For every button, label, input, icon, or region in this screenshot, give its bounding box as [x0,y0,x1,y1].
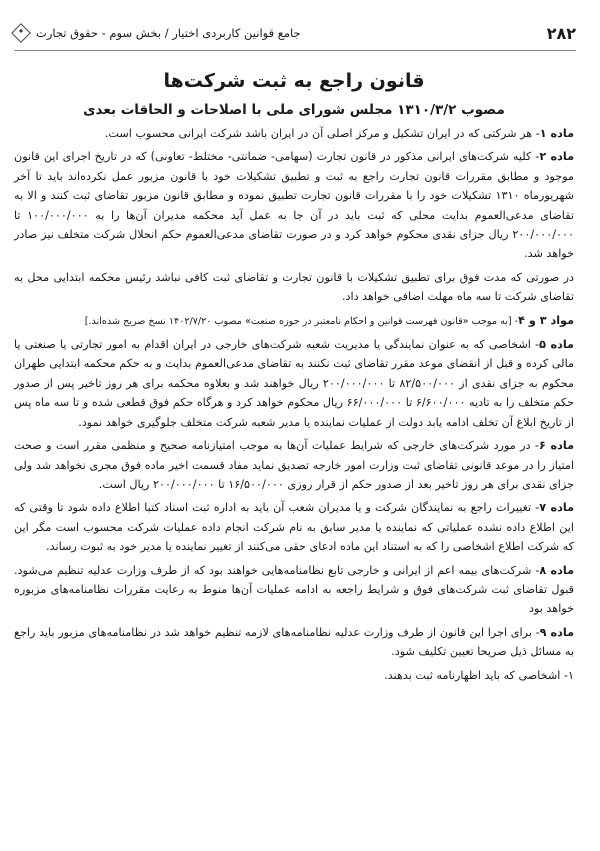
page-header [14,20,576,46]
article-2 [14,147,574,263]
page-number: ۲۸۲ [546,23,576,43]
article-7 [14,498,574,556]
article-text: - اشخاصی که به عنوان نمایندگی یا مدیریت شعبه شرکت‌های خارجی در ایران اقدام به امور تجارتی یا صنعتی یا مالی کرده و قبل از انقضای موعد مقرر تقاضای ثبت نکنند به تقاضای مدعی‌العموم بدایت و به حکم محکمه ابتدایی طهران محکوم به جزای نقدی از ۸۲/۵۰۰/۰۰۰ تا ۲۰۰/۰۰۰/۰۰۰ ریال خواهند شد و بعلاوه محکمه برای هر روز تاخیر پس از صدور حکم متخلف را به تادیه ۶/۶۰۰/۰۰۰ تا ۶۶/۰۰۰/۰۰۰ ریال محکوم خواهد کرد و هرگاه حکم فوق قطعی شده و تا سه ماه پس از تاریخ ابلاغ آن تخلف ادامه یابد دولت از عملیات نماینده یا مدیر شعبه شرکت متخلف جلوگیری خواهد نمود. [14,338,575,429]
article-text: - کلیه شرکت‌های ایرانی مذکور در قانون تجارت (سهامی- ضمانتی- مختلط- تعاونی) که در تاریخ اجرای این قانون موجود و مطابق مقررات قانون تجارت راجع به ثبت و تطبیق تشکیلات خود با قانون مزبور عمل نکرده‌اند باید تا آخر شهریورماه ۱۳۱۰ تشکیلات خود را با مقررات قانون تجارت تطبیق نموده و مطابق قانون مزبور تقاضای ثبت کنند و الا به تقاضای مدعی‌العموم بدایت محلی که ثبت باید در آن جا به عمل آید محکمه مدیران آن‌ها را به ۱۰۰/۰۰۰/۰۰۰ تا ۲۰۰/۰۰۰/۰۰۰ ریال جزای نقدی محکوم خواهد کرد و در صورت تقاضای مدعی‌العموم حکم انحلال شرکت متخلف نیز صادر خواهد شد. [14,150,574,261]
article-label: ماده ۱ [539,127,574,140]
article-label: ماده ۶ [538,439,575,453]
article-text: ۱- اشخاصی که باید اظهارنامه ثبت بدهند. [384,668,574,682]
article-5 [14,335,574,432]
article-label: مواد ۳ و ۴ [518,313,574,327]
document-title: قانون راجع به ثبت شرکت‌ها [163,70,425,92]
article-6 [14,436,574,494]
article-text: در صورتی که مدت فوق برای تطبیق تشکیلات با قانون تجارت و تقاضای ثبت کافی نباشد رئیس محکمه ابتدایی محل به تقاضای شرکت تا سه ماه مهلت اضافی خواهد داد. [14,270,574,304]
article-label: ماده ۵ [539,338,574,352]
header-rule [14,50,576,51]
article-2-note [14,268,574,307]
article-text: - برای اجرا این قانون از طرف وزارت عدلیه نظامنامه‌های لازمه تنظیم خواهد شد در نظامنامه‌های مزبور باید راجع به مسائل ذیل صریحا تعیین تکلیف شود. [14,625,574,659]
article-9 [14,623,574,662]
document-body [14,60,574,689]
article-9-item-1 [14,666,574,685]
article-label: ماده ۹ [539,625,574,639]
articles-3-4 [14,311,574,331]
article-text: - در مورد شرکت‌های خارجی که شرایط عملیات آن‌ها به موجب امتیازنامه صحیح و منظمی مقرر است و صحت امتیاز را در موعد قانونی تقاضای ثبت وزارت امور خارجه تصدیق نماید مفاد قسمت اخیر ماده فوق مجری نخواهد شد ولی جزای نقدی برای هر روز تاخیر بعد از صدور حکم از قرار روزی ۱۶/۵۰۰/۰۰۰ تا ۲۰۰/۰۰۰/۰۰۰ ریال است. [14,439,574,491]
running-title-text: جامع قوانین کاربردی اختیار / بخش سوم - حقوق تجارت [36,26,301,40]
article-8 [14,561,574,619]
repeal-note: - [به موجب «قانون فهرست قوانین و احکام نامعتبر در حوزه صنعت» مصوب ۱۴۰۲/۷/۲۰ نسخ صریح شده‌اند.] [84,315,519,327]
article-1 [14,124,574,143]
article-label: ماده ۸ [539,563,574,577]
article-label: ماده ۲ [539,150,574,164]
ornament-diamond-icon [11,23,31,43]
running-title [14,26,301,40]
article-text: - هر شرکتی که در ایران تشکیل و مرکز اصلی آن در ایران باشد شرکت ایرانی محسوب است. [104,127,540,140]
article-text: - شرکت‌های بیمه اعم از ایرانی و خارجی تابع نظامنامه‌هایی خواهند بود که از طرف وزارت عدلیه تنظیم می‌شود. قبول تقاضای ثبت شرکت‌های فوق و شرایط راجعه به ادامه عملیات آن‌ها منوط به رعایت مقررات نظامنامه‌های مزبوره خواهد بود [14,563,574,616]
article-label: ماده ۷ [539,501,574,515]
document-subtitle: مصوب ۱۳۱۰/۳/۲ مجلس شورای ملی با اصلاحات و الحاقات بعدی [83,102,505,118]
article-text: - تغییرات راجع به نمایندگان شرکت و یا مدیران شعب آن باید به اداره ثبت اسناد کتبا اطلاع داده شود تا وقتی که این اطلاع داده نشده عملیاتی که نماینده یا مدیر سابق به نام شرکت انجام داده عملیات شرکت محسوب است مگر این که شرکت اطلاع اشخاصی را که به استناد این ماده ادعای حقی می‌کنند از تغییر نماینده یا مدیر خود به ثبوت رساند. [14,501,574,554]
